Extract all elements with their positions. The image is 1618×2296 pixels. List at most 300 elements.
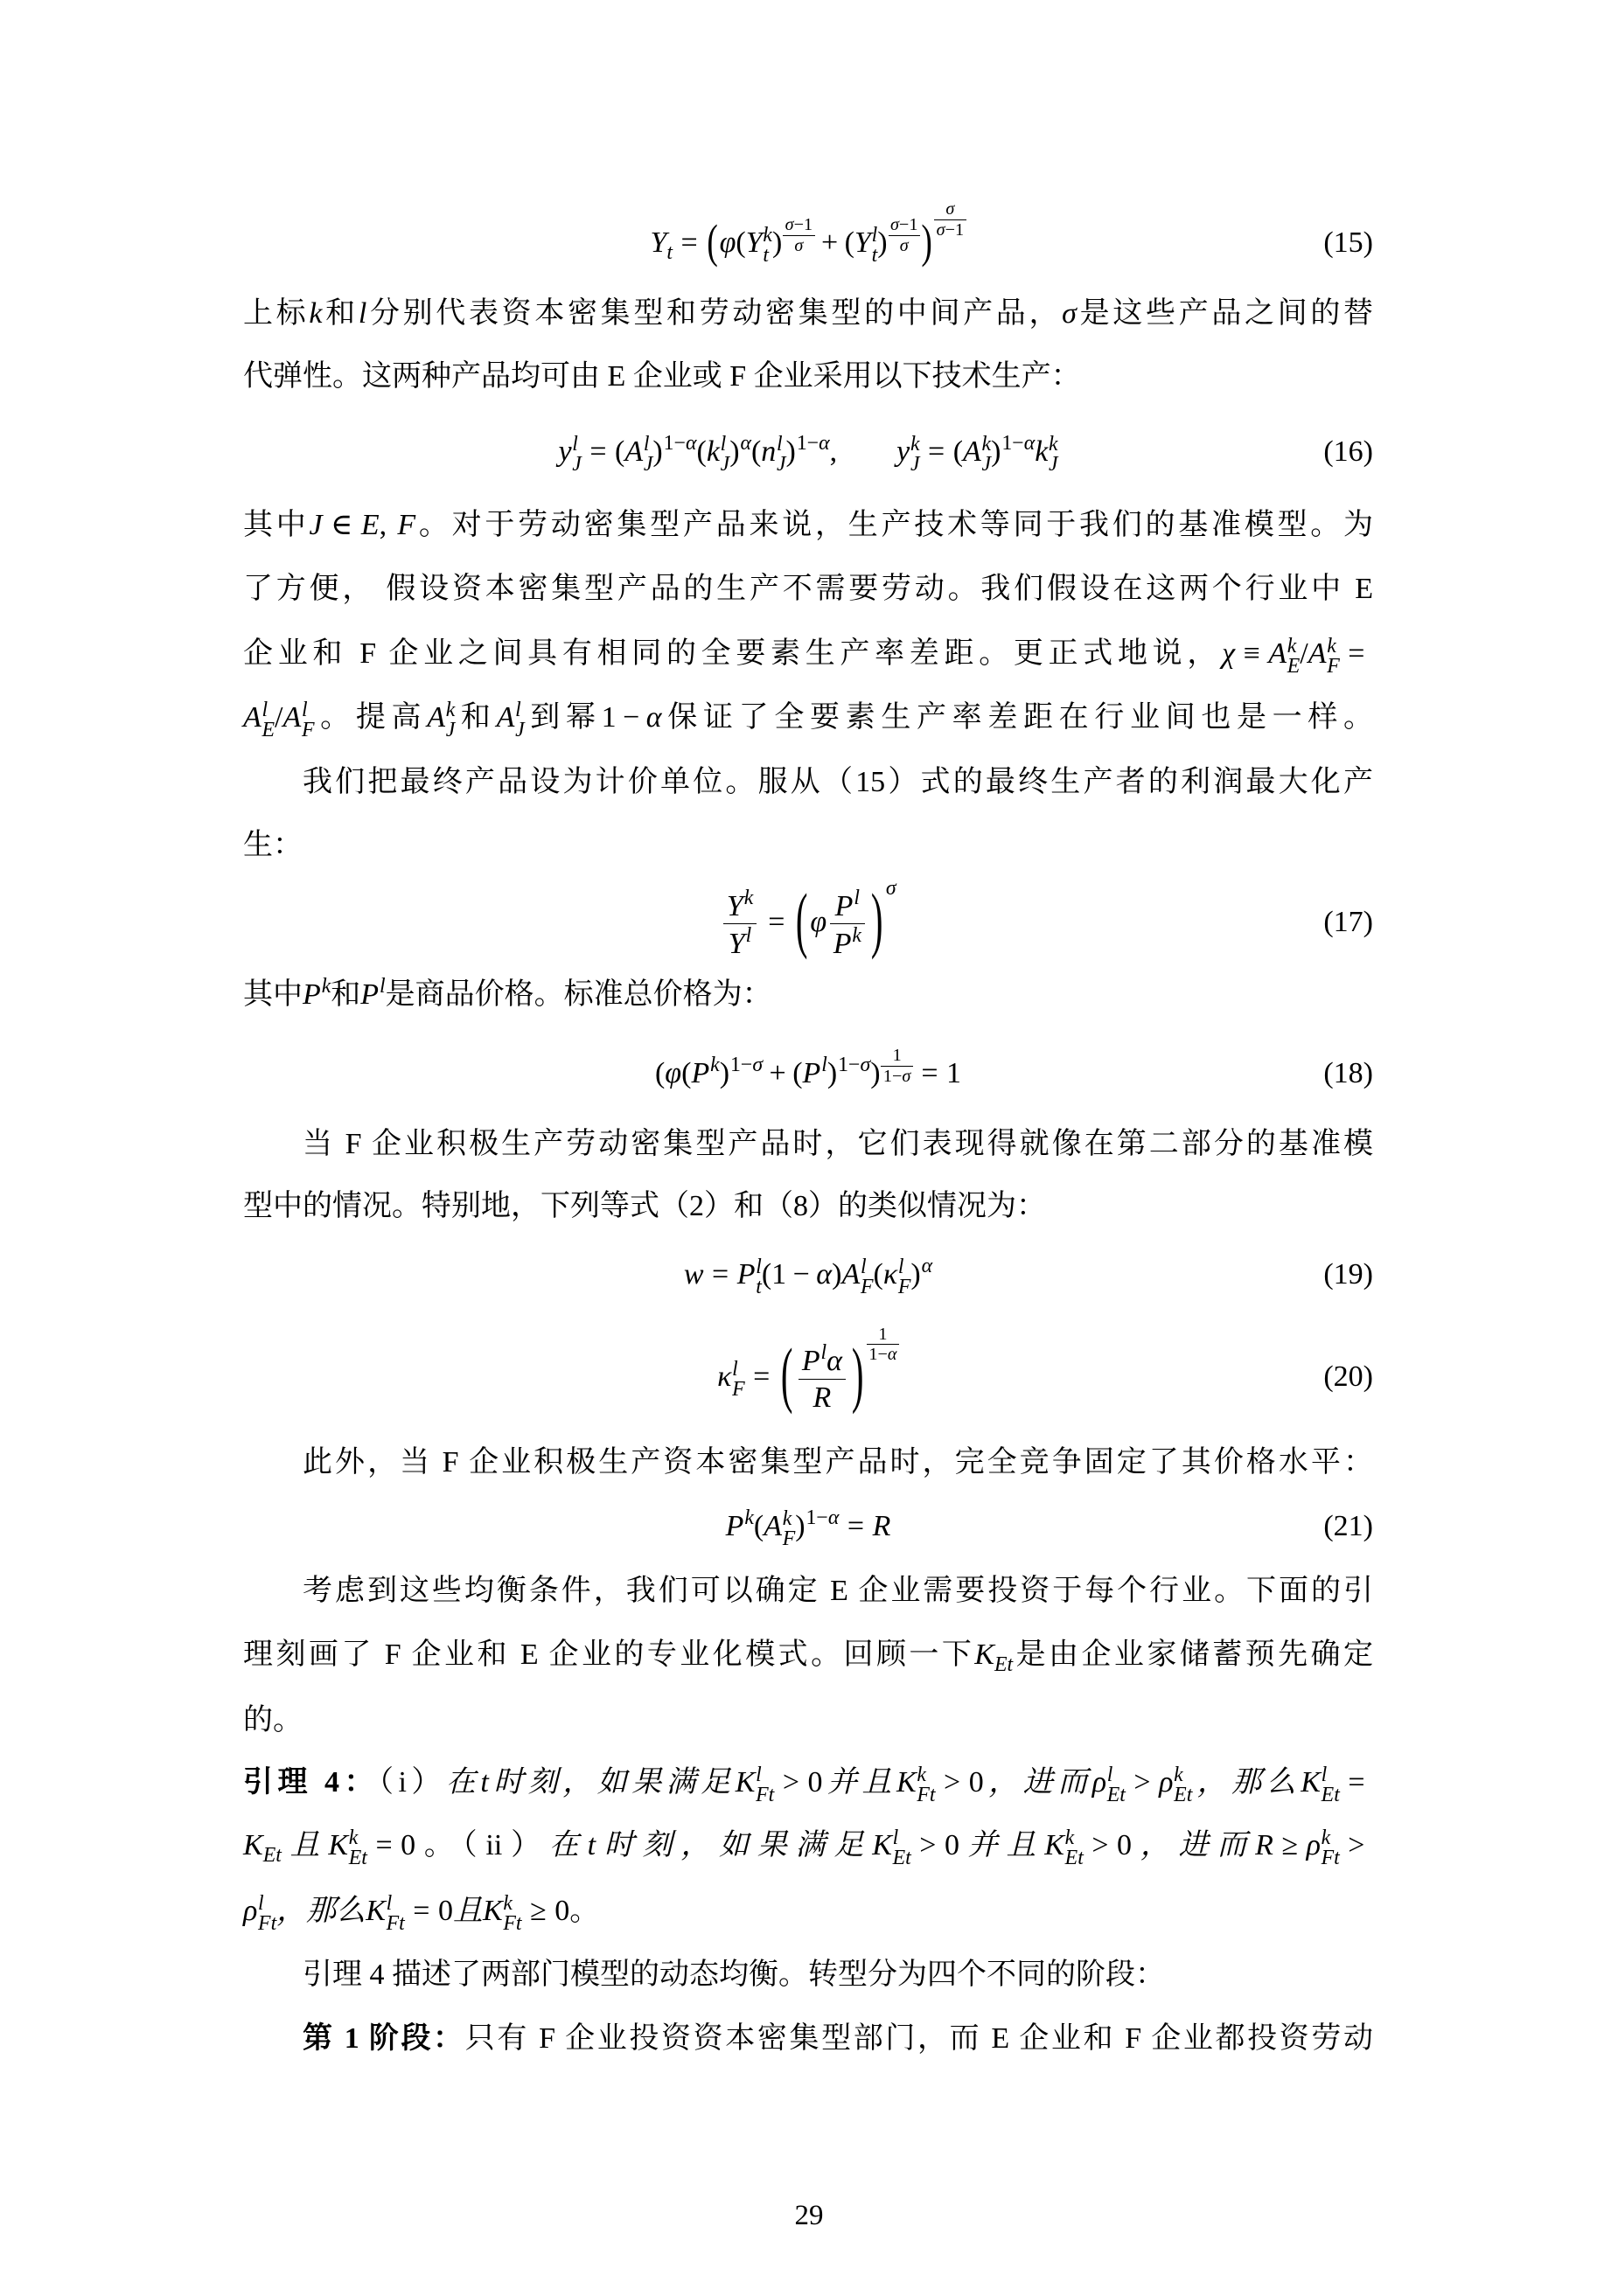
- math-paren-group: [793, 881, 885, 962]
- math-variable: A: [282, 701, 302, 734]
- math-scripted: [778, 1324, 899, 1416]
- math-superscript: [663, 431, 697, 455]
- math-scripted: [360, 974, 386, 1011]
- math-fraction: [867, 1325, 899, 1365]
- equation-body: [558, 431, 1058, 476]
- math-variable: k: [503, 1892, 513, 1916]
- lemma-text: 且: [281, 1829, 329, 1861]
- math-scripted: [706, 433, 730, 476]
- math-variable: l: [386, 1892, 393, 1916]
- math-subscript: [1048, 452, 1058, 476]
- lemma-text: 时刻，如果满足: [488, 1766, 736, 1799]
- paragraph-line: [243, 1185, 1373, 1228]
- math-variable: y: [558, 435, 572, 468]
- math-scripted: [793, 877, 896, 962]
- left-paren-icon: (: [780, 1336, 793, 1416]
- math-paren-group: [615, 433, 663, 476]
- math-variable: k: [1287, 635, 1297, 658]
- fraction-denominator: [867, 1345, 899, 1364]
- math-variable: E: [1287, 654, 1301, 678]
- math-variable: A: [841, 1258, 861, 1291]
- text-run: 当 F 企业积极生产劳动密集型产品时，它们表现得就像在第二部分的基准模: [303, 1128, 1373, 1160]
- math-variable: α: [827, 1506, 840, 1529]
- math-scripts: [732, 1360, 745, 1399]
- math-variable: J: [981, 452, 992, 476]
- text-run: 1−: [796, 431, 819, 455]
- math-scripted: [764, 1507, 796, 1550]
- page-number: 29: [794, 2200, 824, 2231]
- math-subscript: [756, 1785, 774, 1805]
- math-scripted: [1044, 1826, 1084, 1869]
- math-paren-group: [844, 224, 888, 267]
- math-scripted: [482, 1892, 522, 1935]
- text-run: 分别代表资本密集型和劳动密集型的中间产品，: [366, 297, 1063, 330]
- math-superscript: [1049, 435, 1058, 455]
- math-scripted: [691, 1053, 720, 1089]
- math-scripted: [872, 1826, 911, 1869]
- math-variable: t: [763, 243, 769, 267]
- math-variable: P: [725, 1510, 744, 1542]
- math-superscript: [732, 1360, 745, 1380]
- math-superscript: [893, 1828, 911, 1848]
- right-paren-icon: ): [826, 1057, 838, 1089]
- math-superscript: [572, 435, 582, 455]
- math-variable: φ: [719, 226, 736, 259]
- math-relation: >: [1348, 1829, 1365, 1861]
- paragraph-line: [243, 504, 1373, 547]
- text-run: 和: [455, 701, 497, 734]
- right-paren-icon: ): [870, 881, 882, 962]
- text-run: 保证了全要素生产率差距在行业间也是一样。: [661, 701, 1374, 734]
- text-run: 1−: [1001, 431, 1024, 455]
- math-scripts: [1327, 637, 1340, 676]
- math-subscript: [643, 452, 653, 476]
- math-relation: =: [753, 1360, 771, 1393]
- text-run: 代弹性。这两种产品均可由 E 企业或 F 企业采用以下技术生产：: [243, 360, 1081, 393]
- math-variable: P: [834, 889, 854, 922]
- bold-label: 引理 4：: [243, 1766, 379, 1799]
- math-variable: K: [1301, 1766, 1321, 1799]
- math-subscript: [1327, 654, 1340, 678]
- math-scripts: [763, 226, 772, 265]
- text-run: ,: [829, 435, 838, 468]
- math-variable: J: [309, 509, 323, 541]
- math-fraction: [799, 1343, 846, 1415]
- left-paren-icon: (: [844, 226, 854, 259]
- left-paren-icon: (: [736, 226, 746, 259]
- math-superscript: [756, 1765, 774, 1785]
- math-scripted: [833, 923, 861, 960]
- math-scripts: [756, 1257, 762, 1297]
- math-superscript: [821, 1055, 827, 1076]
- math-binary-operator: +: [769, 1057, 786, 1089]
- equation-body: [720, 877, 896, 962]
- equation-number: (17): [1323, 906, 1373, 938]
- math-scripted: [854, 224, 878, 267]
- math-variable: A: [764, 1510, 783, 1542]
- math-variable: α: [887, 1344, 897, 1364]
- text-run: −1: [945, 219, 965, 240]
- math-variable: F: [397, 509, 416, 541]
- paragraph-line: [243, 1123, 1373, 1166]
- math-variable: σ: [860, 1053, 871, 1076]
- math-superscript: [1322, 1765, 1340, 1785]
- math-variable: l: [745, 923, 752, 947]
- math-variable: σ: [1062, 297, 1077, 330]
- math-superscript: [721, 435, 730, 455]
- math-subscript: [1107, 1785, 1126, 1805]
- math-variable: Et: [1064, 1846, 1084, 1869]
- math-scripted: [366, 1892, 405, 1935]
- math-scripts: [387, 1894, 405, 1933]
- math-variable: l: [892, 1826, 899, 1850]
- math-variable: R: [812, 1381, 832, 1415]
- math-binary-operator: −: [792, 1258, 810, 1291]
- math-superscript: [262, 700, 275, 720]
- math-variable: k: [309, 297, 323, 330]
- lemma-line: [243, 1824, 1373, 1868]
- math-relation: >: [1133, 1766, 1151, 1799]
- math-scripted: [1091, 1764, 1126, 1806]
- math-variable: k: [348, 1826, 359, 1850]
- text-run: 1−: [729, 1053, 753, 1076]
- math-variable: χ: [1222, 637, 1236, 670]
- math-scripts: [572, 435, 582, 474]
- lemma-text: ，那么: [1192, 1766, 1301, 1799]
- math-paren-group: [696, 433, 740, 476]
- math-scripted: [1301, 1764, 1340, 1806]
- math-scripted: [728, 923, 752, 960]
- math-variable: K: [482, 1895, 503, 1927]
- math-scripted: [1035, 433, 1058, 476]
- math-scripts: [898, 1257, 911, 1297]
- math-superscript: [763, 226, 772, 246]
- text-run: /: [1300, 637, 1308, 670]
- math-scripted: [844, 215, 920, 267]
- math-scripts: [446, 700, 456, 740]
- math-relation: ≥: [530, 1895, 547, 1927]
- text-run: 0: [437, 1895, 453, 1927]
- math-relation: >: [782, 1766, 799, 1799]
- math-scripted: [873, 1254, 933, 1298]
- math-fraction: [723, 888, 757, 961]
- math-variable: E: [360, 509, 380, 541]
- math-scripted: [745, 224, 772, 267]
- math-variable: R: [1255, 1829, 1273, 1861]
- math-scripted: [726, 886, 754, 922]
- math-paren-group: [654, 1053, 881, 1089]
- fraction-numerator: [723, 888, 757, 925]
- text-run: 0: [968, 1766, 984, 1799]
- math-variable: K: [243, 1829, 263, 1861]
- math-relation: =: [589, 435, 607, 468]
- math-variable: σ: [889, 215, 899, 235]
- right-paren-icon: ): [991, 435, 1001, 468]
- text-run: 1: [771, 1258, 787, 1291]
- math-variable: k: [744, 1506, 754, 1529]
- math-scripts: [777, 435, 786, 474]
- math-subscript: [1065, 1848, 1084, 1868]
- right-paren-icon: ): [795, 1510, 806, 1542]
- math-subscript: [262, 720, 275, 741]
- math-variable: n: [761, 435, 777, 468]
- text-run: 。提高: [314, 701, 428, 734]
- math-variable: α: [921, 1254, 933, 1277]
- math-variable: P: [801, 1345, 820, 1378]
- math-scripts: [258, 1894, 276, 1933]
- math-scripted: [427, 699, 456, 741]
- math-scripted: [834, 886, 861, 922]
- math-variable: F: [860, 1275, 874, 1298]
- math-superscript: [838, 1055, 870, 1076]
- left-paren-icon: (: [615, 435, 625, 468]
- text-run: 是这些产品之间的替: [1076, 297, 1374, 330]
- math-scripted: [706, 199, 966, 268]
- equation-body: [654, 1046, 962, 1089]
- math-scripted: [792, 1053, 871, 1089]
- left-paren-icon: (: [761, 1258, 772, 1291]
- math-superscript: [783, 1509, 796, 1529]
- left-paren-icon: (: [654, 1057, 666, 1089]
- math-variable: F: [732, 1377, 745, 1401]
- text-run: 是商品价格。标准总价格为：: [385, 978, 772, 1011]
- text-run: 理刻画了 F 企业和 E 企业的专业化模式。回顾一下: [243, 1639, 975, 1671]
- math-superscript: [1287, 637, 1301, 657]
- math-superscript: [934, 200, 966, 240]
- math-variable: l: [258, 1892, 264, 1916]
- fraction-numerator: [783, 216, 814, 236]
- text-run: 1: [878, 1324, 888, 1344]
- math-variable: σ: [785, 215, 794, 235]
- right-paren-icon: ): [851, 1336, 864, 1416]
- math-scripts: [917, 1765, 935, 1805]
- fraction-denominator: [881, 1067, 912, 1086]
- math-variable: K: [872, 1829, 892, 1861]
- right-paren-icon: ): [652, 435, 663, 468]
- math-variable: Et: [348, 1846, 367, 1869]
- math-variable: l: [897, 1256, 904, 1279]
- fraction-numerator: [867, 1325, 899, 1346]
- math-superscript: [777, 435, 786, 455]
- math-subscript: [263, 1846, 282, 1867]
- math-scripted: [735, 1764, 775, 1806]
- right-paren-icon: ): [870, 1057, 881, 1089]
- fraction-numerator: [934, 200, 966, 220]
- math-superscript: [1107, 1765, 1126, 1785]
- math-relation: ≥: [1281, 1829, 1299, 1861]
- math-variable: Ft: [386, 1911, 405, 1935]
- math-variable: k: [852, 923, 861, 947]
- math-paren-group: [792, 1053, 838, 1089]
- math-variable: Et: [1106, 1783, 1126, 1806]
- math-variable: φ: [665, 1057, 682, 1089]
- math-scripted: [243, 1892, 277, 1935]
- math-superscript: [783, 216, 814, 255]
- math-fraction: [783, 216, 814, 255]
- paragraph-line: [243, 1441, 1373, 1485]
- math-paren-group: [762, 1258, 842, 1291]
- math-superscript: [854, 888, 860, 909]
- math-variable: k: [763, 224, 772, 247]
- math-scripts: [721, 435, 730, 474]
- math-relation: ∈: [331, 509, 353, 541]
- math-binary-operator: −: [623, 701, 640, 734]
- lemma-text: 在: [445, 1766, 481, 1799]
- text-run: （i）: [378, 1766, 446, 1799]
- math-variable: y: [896, 435, 910, 468]
- math-superscript: [872, 226, 878, 246]
- math-fraction: [881, 1047, 912, 1086]
- left-paren-icon: (: [696, 435, 707, 468]
- math-variable: Ft: [1321, 1846, 1340, 1869]
- equation-number: (18): [1323, 1057, 1373, 1089]
- right-paren-icon: ): [910, 1258, 921, 1291]
- math-variable: l: [756, 1256, 762, 1279]
- math-superscript: [796, 431, 830, 455]
- math-variable: σ: [936, 219, 945, 240]
- math-subscript: [981, 452, 992, 476]
- math-variable: l: [572, 433, 578, 456]
- math-variable: P: [691, 1057, 710, 1089]
- math-scripted: [681, 1053, 764, 1089]
- math-scripted: [696, 431, 751, 476]
- text-run: 和: [322, 297, 359, 330]
- paragraph-line: [243, 1953, 1373, 1997]
- math-scripted: [974, 1639, 1014, 1677]
- math-subscript: [783, 1529, 796, 1549]
- math-scripts: [262, 700, 275, 740]
- math-subscript: [515, 720, 525, 741]
- text-run: 1−: [838, 1053, 861, 1076]
- math-variable: A: [496, 701, 515, 734]
- math-relation: =: [847, 1510, 865, 1542]
- text-run: 0。: [554, 1895, 600, 1927]
- lemma-text: ，进而: [1132, 1829, 1256, 1861]
- math-paren-group: [706, 215, 933, 268]
- math-scripted: [963, 433, 992, 476]
- math-scripted: [801, 1341, 827, 1378]
- lemma-line: [243, 1761, 1373, 1805]
- math-variable: k: [981, 433, 992, 456]
- math-superscript: [744, 1508, 754, 1529]
- math-variable: J: [445, 718, 456, 741]
- math-subscript: [503, 1911, 522, 1935]
- math-variable: F: [1327, 654, 1340, 678]
- math-scripts: [1322, 1765, 1340, 1805]
- math-variable: l: [821, 1053, 827, 1076]
- math-variable: k: [1064, 1826, 1075, 1850]
- math-variable: A: [963, 435, 981, 468]
- math-variable: A: [1268, 637, 1287, 670]
- math-scripted: [1268, 635, 1301, 678]
- math-variable: κ: [882, 1258, 898, 1291]
- math-variable: l: [776, 433, 783, 456]
- fraction-denominator: [830, 924, 865, 961]
- math-superscript: [1065, 1828, 1084, 1848]
- math-superscript: [1001, 431, 1036, 455]
- math-scripted: [725, 1506, 754, 1542]
- math-superscript: [730, 1055, 763, 1076]
- math-variable: l: [854, 886, 861, 909]
- paragraph-line: [243, 1699, 1373, 1743]
- text-run: 型中的情况。特别地，下列等式（2）和（8）的类似情况为：: [243, 1190, 1046, 1222]
- math-scripted: [896, 1764, 936, 1806]
- left-paren-icon: (: [753, 1510, 764, 1542]
- equation-21: [243, 1492, 1373, 1562]
- math-scripts: [515, 700, 525, 740]
- text-run: 0: [807, 1766, 823, 1799]
- math-scripts: [302, 700, 315, 740]
- math-scripted: [750, 431, 830, 476]
- math-variable: σ: [945, 199, 955, 219]
- text-run: 引理 4 描述了两部门模型的动态均衡。转型分为四个不同的阶段：: [303, 1959, 1165, 1991]
- math-variable: P: [802, 1057, 821, 1089]
- math-paren-group: [736, 224, 783, 267]
- math-relation: =: [1348, 1766, 1365, 1799]
- math-variable: l: [720, 433, 727, 456]
- paragraph-line: [243, 1569, 1373, 1613]
- math-variable: l: [756, 1764, 762, 1787]
- math-subscript: [893, 1848, 911, 1868]
- left-paren-icon: (: [795, 881, 808, 962]
- stage-line: [243, 2017, 1373, 2061]
- left-paren-icon: (: [952, 435, 964, 468]
- math-subscript: [349, 1848, 367, 1868]
- math-fraction: [889, 216, 920, 255]
- math-variable: K: [974, 1639, 994, 1671]
- math-subscript: [763, 243, 772, 267]
- math-variable: α: [819, 431, 830, 455]
- math-superscript: [917, 1765, 935, 1785]
- math-scripted: [496, 699, 525, 741]
- math-variable: t: [480, 1766, 489, 1799]
- math-scripts: [982, 435, 992, 474]
- math-variable: ρ: [1306, 1829, 1321, 1861]
- math-paren-group: [681, 1053, 730, 1089]
- math-variable: ρ: [1091, 1766, 1107, 1799]
- math-superscript: [710, 1055, 720, 1076]
- math-subscript: [732, 1377, 745, 1401]
- math-variable: t: [871, 243, 878, 267]
- math-subscript: [898, 1277, 911, 1298]
- lemma-text: 并且: [822, 1766, 896, 1799]
- math-superscript: [740, 431, 751, 455]
- math-variable: l: [515, 699, 521, 722]
- equation-number: (15): [1323, 226, 1373, 259]
- math-superscript: [1322, 1828, 1340, 1848]
- bold-label: 第 1 阶段：: [303, 2022, 465, 2055]
- math-scripts: [756, 1765, 774, 1805]
- paragraph-line: [243, 292, 1373, 336]
- math-variable: k: [1321, 1826, 1331, 1850]
- math-variable: l: [732, 1358, 738, 1381]
- math-scripted: [650, 226, 673, 265]
- math-variable: l: [1321, 1764, 1328, 1787]
- lemma-text: 并且: [959, 1829, 1045, 1861]
- math-subscript: [1174, 1785, 1192, 1805]
- math-paren-group: [753, 1507, 806, 1550]
- fraction-numerator: [799, 1343, 846, 1380]
- math-variable: k: [710, 1053, 720, 1076]
- math-scripts: [893, 1828, 911, 1868]
- math-scripted: [624, 433, 653, 476]
- math-paren-group: [778, 1336, 866, 1416]
- math-superscript: [321, 974, 331, 998]
- math-relation: =: [921, 1057, 938, 1089]
- math-variable: k: [743, 886, 754, 909]
- math-subscript: [1287, 654, 1301, 678]
- math-variable: J: [643, 452, 653, 476]
